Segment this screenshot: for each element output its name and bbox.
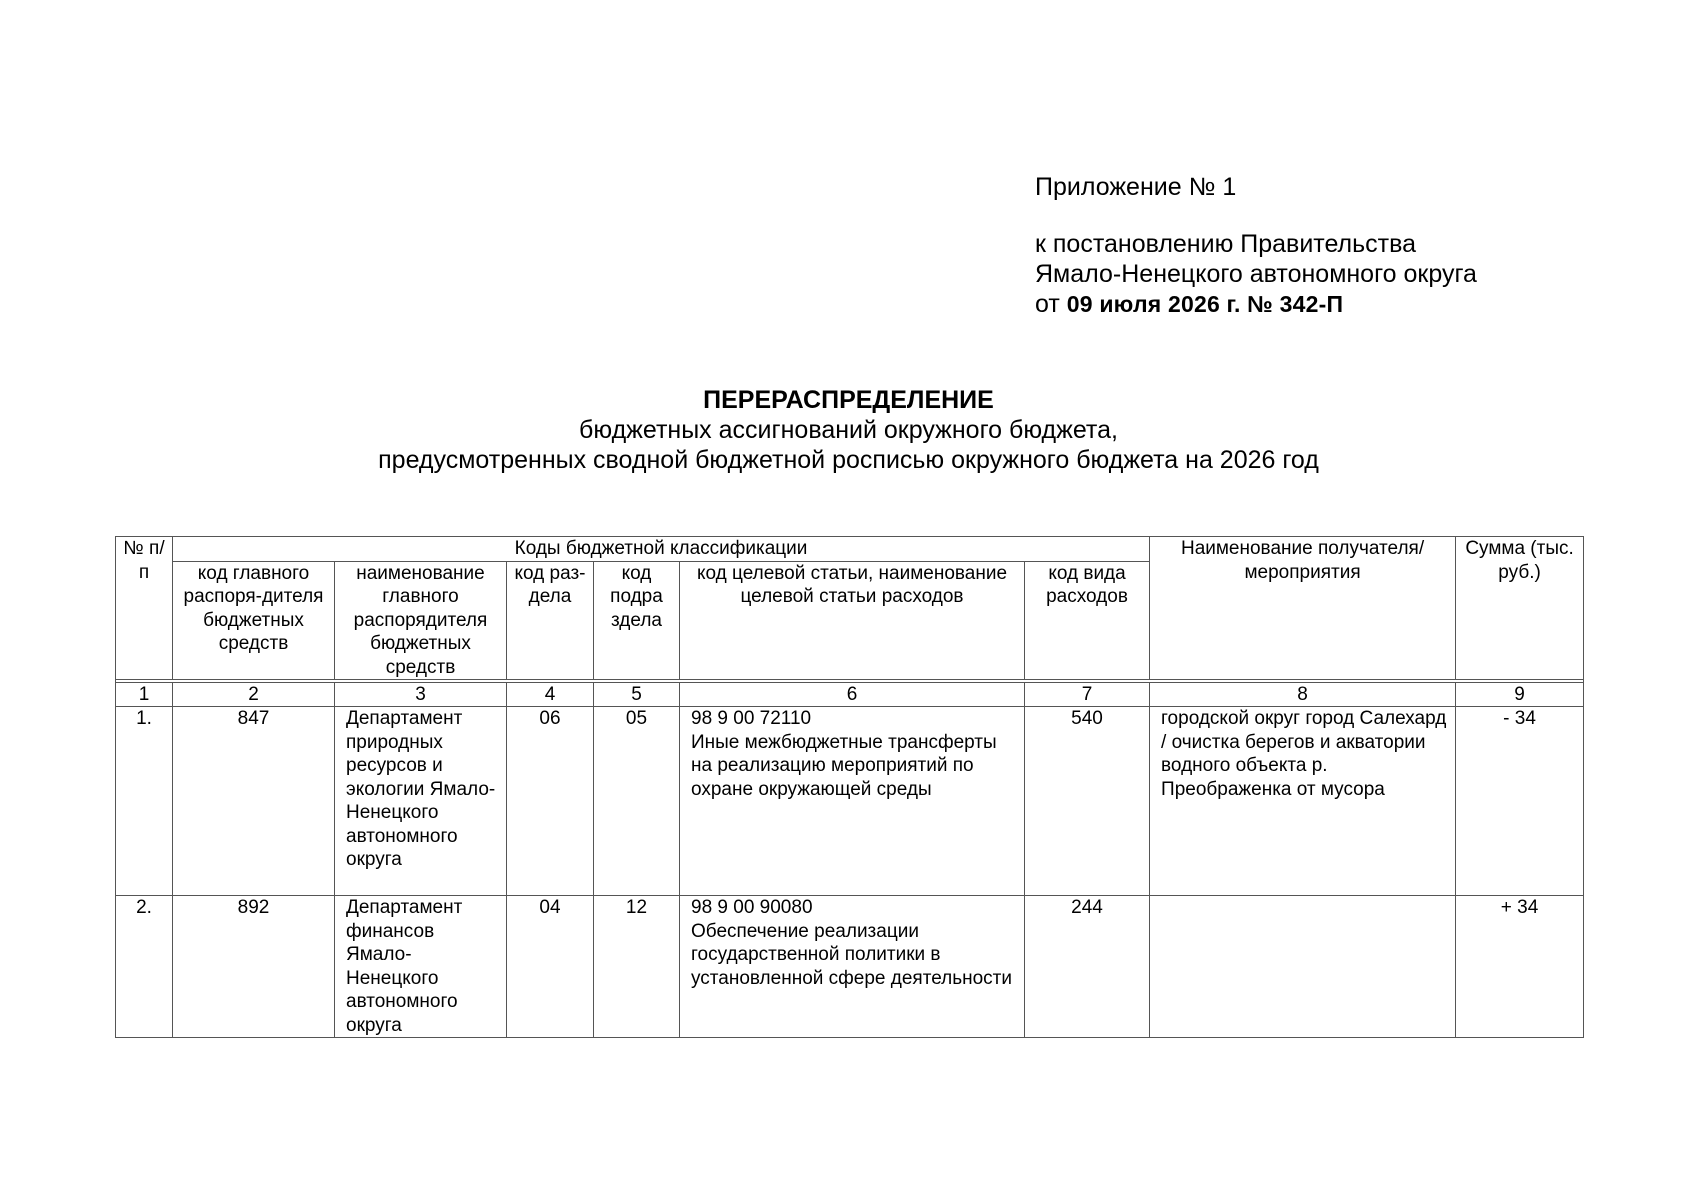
column-number: 9 bbox=[1456, 683, 1584, 707]
appendix-date-line bbox=[1035, 289, 1477, 319]
appendix-line-2: Ямало-Ненецкого автономного округа bbox=[1035, 260, 1477, 288]
row-manager-name: Департамент природных ресурсов и экологии Ямало-Ненецкого автономного округа bbox=[335, 707, 507, 896]
row-target-code: 98 9 00 90080 bbox=[691, 897, 813, 918]
header-expense-type: код вида расходов bbox=[1025, 561, 1150, 680]
header-recipient: Наименование получателя/ мероприятия bbox=[1150, 537, 1456, 680]
header-subsection: код подра здела bbox=[594, 561, 680, 680]
row-target bbox=[680, 707, 1025, 896]
row-target-name: Обеспечение реализации государственной политики в установленной сфере деятельности bbox=[691, 920, 1012, 989]
row-recipient bbox=[1150, 896, 1456, 1038]
column-number: 4 bbox=[507, 683, 594, 707]
row-manager-code: 892 bbox=[173, 896, 335, 1038]
document-subtitle-1: бюджетных ассигнований окружного бюджета, bbox=[579, 416, 1118, 444]
header-amount: Сумма (тыс. руб.) bbox=[1456, 537, 1584, 680]
row-num: 1. bbox=[116, 707, 173, 896]
document-title: ПЕРЕРАСПРЕДЕЛЕНИЕ bbox=[703, 386, 994, 414]
row-manager-name: Департамент финансов Ямало-Ненецкого автономного округа bbox=[335, 896, 507, 1038]
row-expense-type: 540 bbox=[1025, 707, 1150, 896]
row-recipient: городской округ город Салехард / очистка берегов и акватории водного объекта р. Преображенка от мусора bbox=[1150, 707, 1456, 896]
row-num: 2. bbox=[116, 896, 173, 1038]
header-codes-group: Коды бюджетной классификации bbox=[173, 537, 1150, 562]
header-num: № п/п bbox=[116, 537, 173, 680]
row-amount: - 34 bbox=[1456, 707, 1584, 896]
header-section: код раз-дела bbox=[507, 561, 594, 680]
appendix-date-prefix: от bbox=[1035, 290, 1060, 318]
row-subsection: 12 bbox=[594, 896, 680, 1038]
column-number: 5 bbox=[594, 683, 680, 707]
row-amount: + 34 bbox=[1456, 896, 1584, 1038]
row-subsection: 05 bbox=[594, 707, 680, 896]
row-manager-code: 847 bbox=[173, 707, 335, 896]
column-numbers-row bbox=[116, 683, 1584, 707]
row-section: 04 bbox=[507, 896, 594, 1038]
appendix-date-stamp: 09 июля 2026 г. № 342-П bbox=[1066, 291, 1344, 317]
row-section: 06 bbox=[507, 707, 594, 896]
header-manager-code: код главного распоря-дителя бюджетных средств bbox=[173, 561, 335, 680]
row-target-name: Иные межбюджетные трансферты на реализацию мероприятий по охране окружающей среды bbox=[691, 731, 997, 800]
row-expense-type: 244 bbox=[1025, 896, 1150, 1038]
table-row bbox=[116, 707, 1584, 896]
column-number: 2 bbox=[173, 683, 335, 707]
appendix-block bbox=[1035, 172, 1477, 319]
row-target-code: 98 9 00 72110 bbox=[691, 708, 812, 729]
document-heading bbox=[0, 385, 1697, 475]
column-number: 3 bbox=[335, 683, 507, 707]
column-number: 8 bbox=[1150, 683, 1456, 707]
column-number: 7 bbox=[1025, 683, 1150, 707]
header-manager-name: наименование главного распорядителя бюджетных средств bbox=[335, 561, 507, 680]
table-row bbox=[116, 896, 1584, 1038]
appendix-title: Приложение № 1 bbox=[1035, 173, 1237, 201]
row-target bbox=[680, 896, 1025, 1038]
document-subtitle-2: предусмотренных сводной бюджетной росписью окружного бюджета на 2026 год bbox=[378, 446, 1319, 474]
header-row-1 bbox=[116, 537, 1584, 562]
column-number: 6 bbox=[680, 683, 1025, 707]
column-number: 1 bbox=[116, 683, 173, 707]
budget-table bbox=[115, 536, 1584, 1038]
appendix-line-1: к постановлению Правительства bbox=[1035, 230, 1417, 258]
header-target: код целевой статьи, наименование целевой статьи расходов bbox=[680, 561, 1025, 680]
